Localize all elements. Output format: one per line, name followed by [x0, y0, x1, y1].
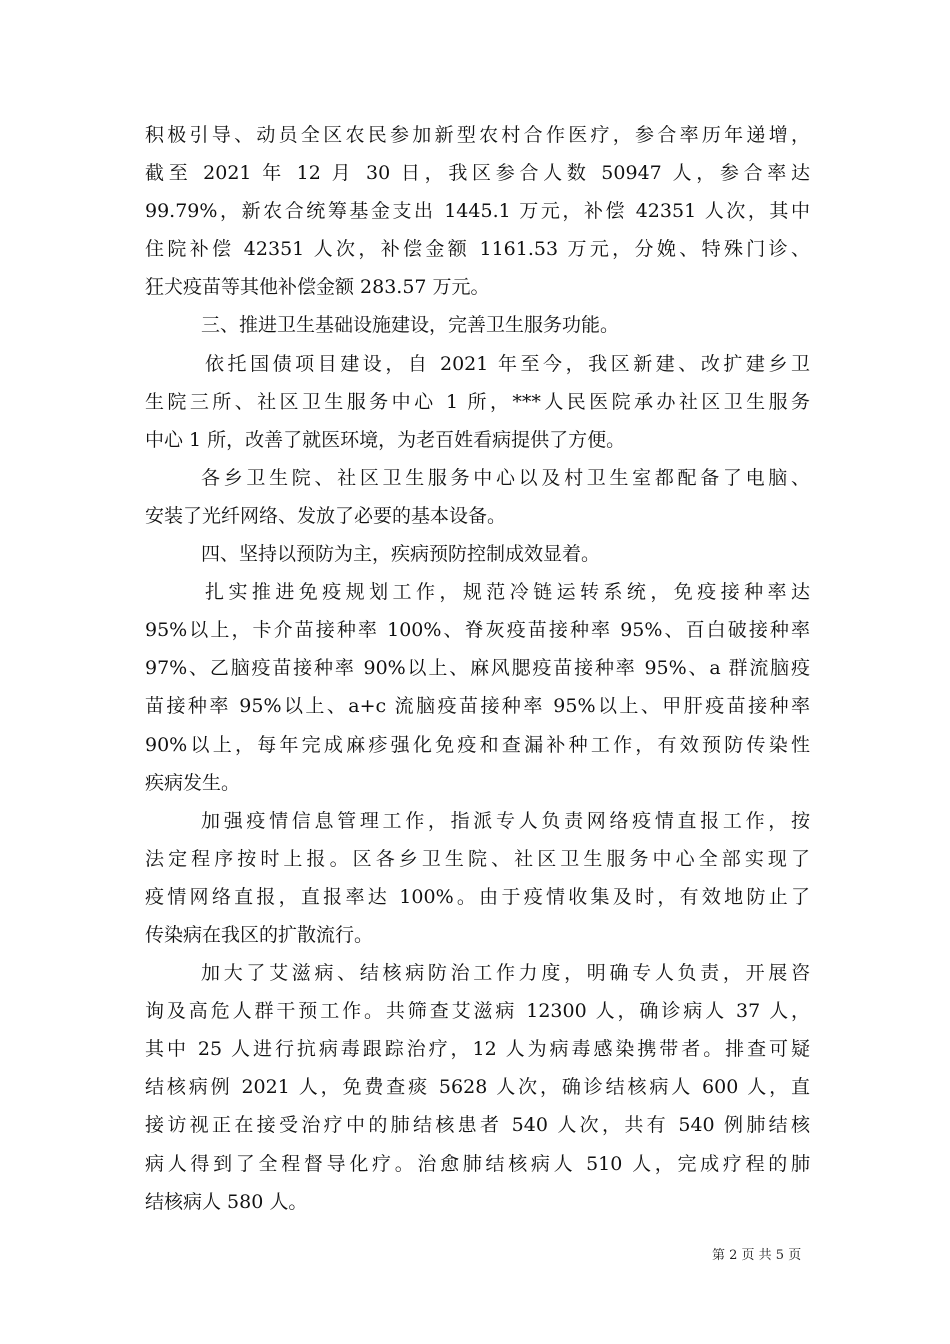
text-line: 97%、乙脑疫苗接种率 90%以上、麻风腮疫苗接种率 95%、a 群流脑疫 [145, 657, 810, 680]
page-number: 第 2 页 共 5 页 [712, 1248, 802, 1263]
text-line: 95%以上，卡介苗接种率 100%、脊灰疫苗接种率 95%、百白破接种率 [145, 619, 810, 642]
text-line: 苗接种率 95%以上、a+c 流脑疫苗接种率 95%以上、甲肝疫苗接种率 [145, 695, 810, 718]
text-line: 截至 2021 年 12 月 30 日，我区参合人数 50947 人，参合率达 [145, 162, 810, 185]
text-line: 99.79%，新农合统筹基金支出 1445.1 万元，补偿 42351 人次，其中 [145, 200, 810, 223]
text-line: 扎实推进免疫规划工作，规范冷链运转系统，免疫接种率达 [205, 581, 810, 604]
text-line: 中心 1 所，改善了就医环境，为老百姓看病提供了方便。 [145, 428, 626, 451]
text-line: 加大了艾滋病、结核病防治工作力度，明确专人负责，开展咨 [201, 962, 810, 985]
section-heading: 四、坚持以预防为主，疾病预防控制成效显着。 [201, 543, 601, 566]
text-line: 住院补偿 42351 人次，补偿金额 1161.53 万元，分娩、特殊门诊、 [145, 238, 810, 261]
text-line: 疾病发生。 [145, 771, 241, 794]
text-line: 结核病例 2021 人，免费查痰 5628 人次，确诊结核病人 600 人，直 [145, 1076, 810, 1099]
section-heading: 三、推进卫生基础设施建设，完善卫生服务功能。 [201, 314, 620, 337]
text-line: 生院三所、社区卫生服务中心 1 所，***人民医院承办社区卫生服务 [145, 390, 810, 413]
text-line: 传染病在我区的扩散流行。 [145, 923, 374, 946]
text-line: 其中 25 人进行抗病毒跟踪治疗，12 人为病毒感染携带者。排查可疑 [145, 1038, 810, 1061]
text-line: 加强疫情信息管理工作，指派专人负责网络疫情直报工作，按 [201, 809, 810, 832]
text-line: 90%以上，每年完成麻疹强化免疫和查漏补种工作，有效预防传染性 [145, 733, 810, 756]
text-line: 安装了光纤网络、发放了必要的基本设备。 [145, 504, 507, 527]
document-body [145, 116, 810, 1221]
text-line: 接访视正在接受治疗中的肺结核患者 540 人次，共有 540 例肺结核 [145, 1114, 810, 1137]
text-line: 结核病人 580 人。 [145, 1190, 308, 1213]
text-line: 狂犬疫苗等其他补偿金额 283.57 万元。 [145, 276, 490, 299]
text-line: 法定程序按时上报。区各乡卫生院、社区卫生服务中心全部实现了 [145, 847, 810, 870]
text-line: 询及高危人群干预工作。共筛查艾滋病 12300 人，确诊病人 37 人， [145, 1000, 810, 1023]
text-line: 疫情网络直报，直报率达 100%。由于疫情收集及时，有效地防止了 [145, 885, 810, 908]
text-line: 积极引导、动员全区农民参加新型农村合作医疗，参合率历年递增， [145, 124, 810, 146]
text-line: 依托国债项目建设，自 2021 年至今，我区新建、改扩建乡卫 [205, 352, 810, 375]
text-line: 病人得到了全程督导化疗。治愈肺结核病人 510 人，完成疗程的肺 [145, 1152, 810, 1175]
text-line: 各乡卫生院、社区卫生服务中心以及村卫生室都配备了电脑、 [201, 466, 810, 489]
